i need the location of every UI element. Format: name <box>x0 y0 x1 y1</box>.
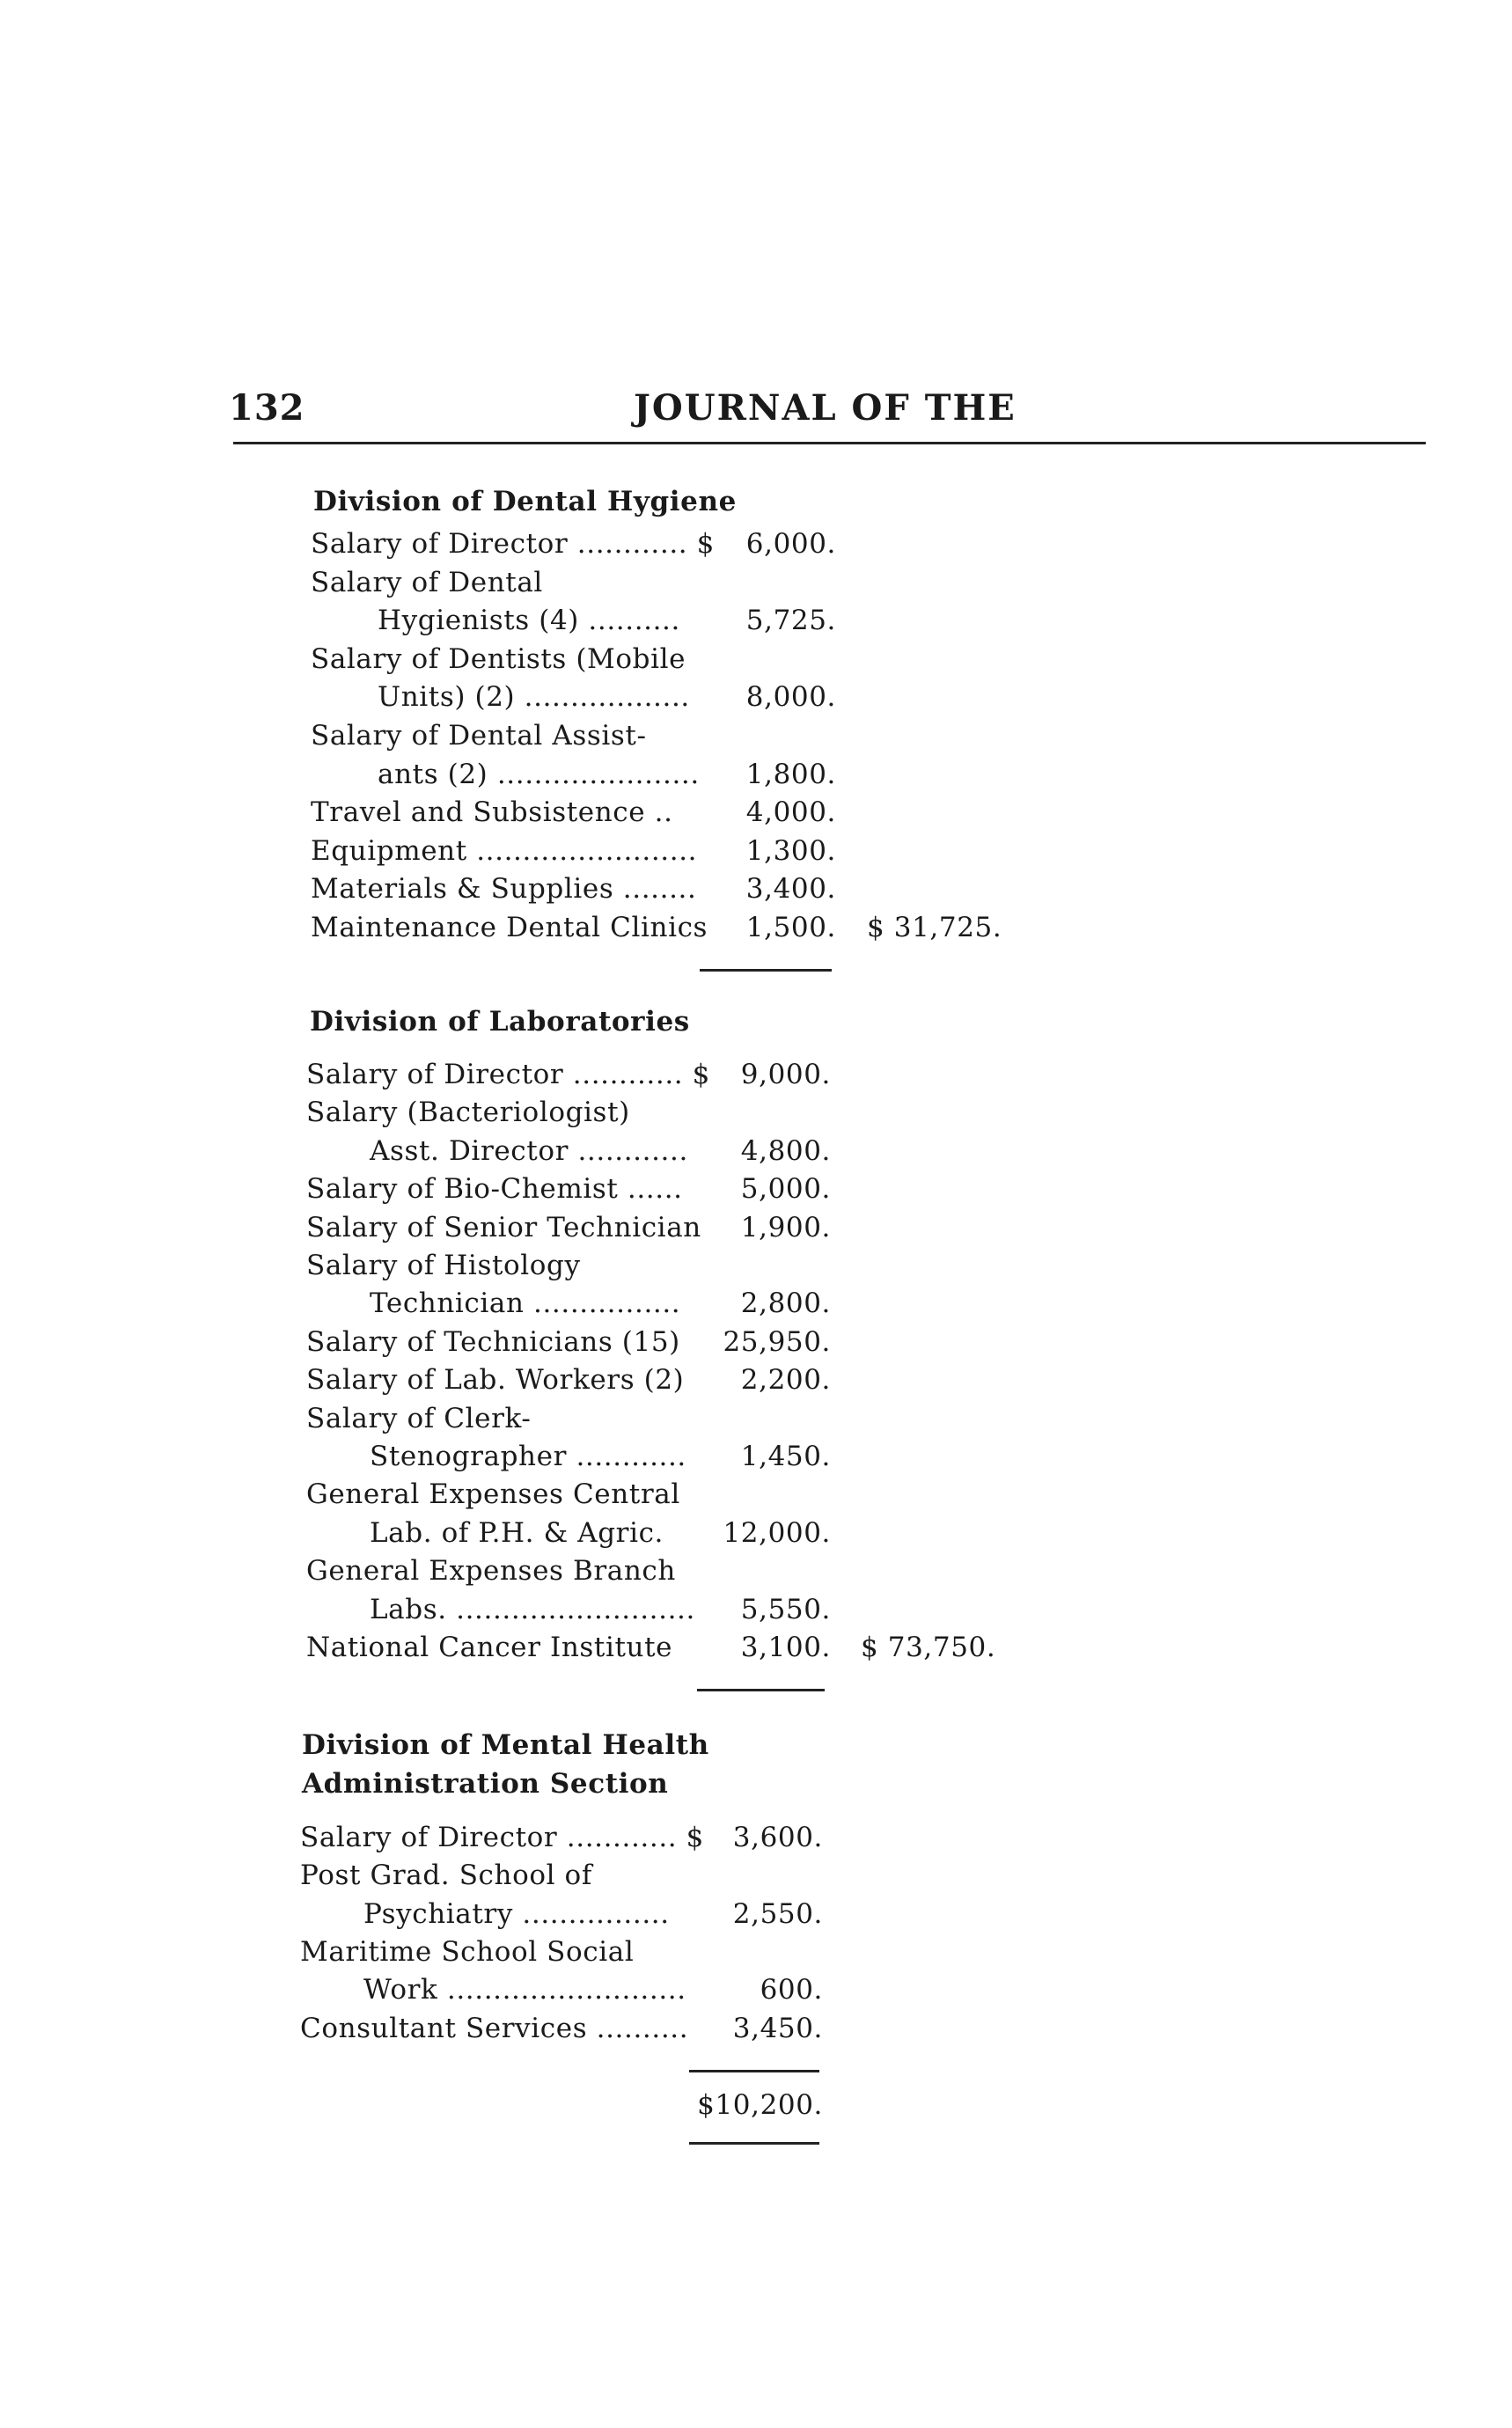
line-item-amount: 25,950. <box>723 1325 831 1358</box>
line-item-label: Stenographer ............ <box>370 1441 686 1472</box>
subtotal-rule <box>689 2070 819 2072</box>
line-item-label: Psychiatry ................ <box>363 1897 670 1930</box>
section-heading: Administration Section <box>302 1768 669 1800</box>
line-item-amount: 3,600. <box>732 1822 823 1853</box>
subtotal-rule <box>697 1689 825 1691</box>
line-item-amount: 1,800. <box>745 758 836 790</box>
section-total: $10,200. <box>697 2088 823 2121</box>
line-item-label: Salary of Director ............ $ <box>306 1059 711 1090</box>
line-item-label: Maintenance Dental Clinics <box>311 912 708 943</box>
line-item-label: Equipment ........................ <box>311 834 698 867</box>
line-item-amount: 6,000. <box>745 528 836 560</box>
line-item-amount: 12,000. <box>723 1516 831 1549</box>
line-item-label: Labs. .......................... <box>370 1593 695 1625</box>
line-item-amount: 1,900. <box>740 1211 831 1243</box>
running-head: JOURNAL OF THE <box>634 387 1017 429</box>
line-item-label: Salary of Lab. Workers (2) <box>306 1364 685 1397</box>
line-item-label: Salary of Dental <box>311 566 543 598</box>
line-item-label: Technician ................ <box>370 1287 681 1320</box>
total-rule <box>689 2142 819 2145</box>
line-item-label: Salary (Bacteriologist) <box>306 1097 630 1129</box>
line-item-amount: 1,300. <box>745 834 836 867</box>
line-item-label: Units) (2) .................. <box>378 681 690 714</box>
line-item-amount: 5,550. <box>740 1593 831 1625</box>
line-item-label: Salary of Bio-Chemist ...... <box>306 1173 683 1206</box>
line-item-amount: 9,000. <box>740 1059 831 1090</box>
line-item-label: Salary of Dentists (Mobile <box>311 642 686 675</box>
line-item-amount: 1,500. <box>745 912 836 943</box>
line-item-amount: 600. <box>760 1974 823 2006</box>
line-item-amount: 3,450. <box>732 2012 823 2044</box>
line-item-label: Salary of Technicians (15) <box>306 1325 680 1358</box>
line-item-label: Maritime School Social <box>300 1935 635 1968</box>
subtotal-rule <box>700 969 832 972</box>
line-item-amount: 4,800. <box>740 1134 831 1167</box>
line-item-label: ants (2) ...................... <box>378 758 700 790</box>
section-heading: Division of Dental Hygiene <box>313 486 737 517</box>
line-item-label: Salary of Clerk- <box>306 1402 532 1434</box>
line-item-amount: 2,550. <box>732 1897 823 1930</box>
line-item-amount: 2,800. <box>740 1287 831 1320</box>
page-number: 132 <box>229 387 305 429</box>
line-item-amount: 3,100. <box>740 1632 831 1663</box>
line-item-label: Salary of Director ............ $ <box>311 528 716 560</box>
line-item-amount: 5,000. <box>740 1173 831 1206</box>
line-item-amount: 2,200. <box>740 1364 831 1397</box>
line-item-label: Materials & Supplies ........ <box>311 873 697 906</box>
line-item-label: Hygienists (4) .......... <box>378 605 680 637</box>
line-item-label: Asst. Director ............ <box>370 1134 688 1167</box>
line-item-amount: 8,000. <box>745 681 836 714</box>
line-item-label: Travel and Subsistence .. <box>311 796 673 829</box>
line-item-label: Salary of Histology <box>306 1250 581 1281</box>
line-item-label: Salary of Director ............ $ <box>300 1822 705 1853</box>
line-item-label: National Cancer Institute <box>306 1632 673 1663</box>
line-item-label: Lab. of P.H. & Agric. <box>370 1516 664 1549</box>
section-heading: Division of Laboratories <box>310 1006 690 1038</box>
line-item-label: Work .......................... <box>363 1974 686 2006</box>
line-item-amount: 4,000. <box>745 796 836 829</box>
section-heading: Division of Mental Health <box>302 1729 709 1761</box>
line-item-label: Consultant Services .......... <box>300 2012 689 2044</box>
section-total: $ 73,750. <box>861 1632 996 1663</box>
line-item-amount: 1,450. <box>740 1441 831 1472</box>
header-rule <box>233 442 1426 444</box>
line-item-label: Salary of Senior Technician <box>306 1211 701 1243</box>
line-item-label: Salary of Dental Assist- <box>311 720 647 752</box>
line-item-label: Post Grad. School of <box>300 1860 592 1892</box>
line-item-label: General Expenses Central <box>306 1478 680 1511</box>
line-item-amount: 5,725. <box>745 605 836 637</box>
line-item-amount: 3,400. <box>745 873 836 906</box>
section-total: $ 31,725. <box>867 912 1002 943</box>
line-item-label: General Expenses Branch <box>306 1555 676 1588</box>
